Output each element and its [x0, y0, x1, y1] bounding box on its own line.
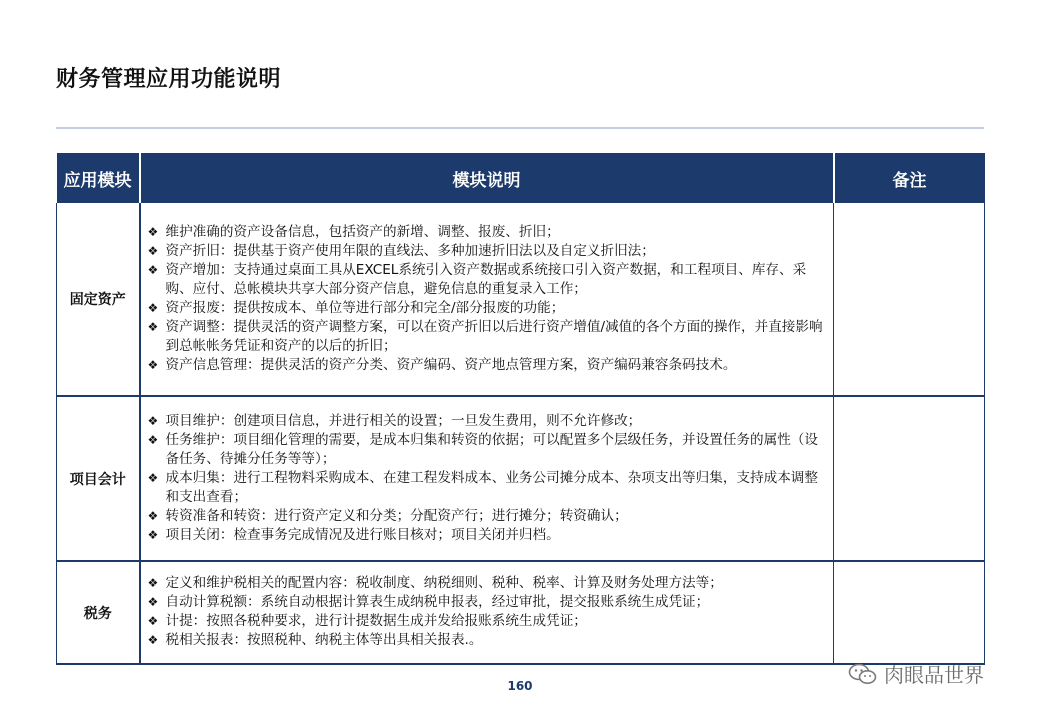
- list-item: ❖ 自动计算税额：系统自动根据计算表生成纳税申报表，经过审批，提交报账系统生成凭证；: [148, 593, 832, 612]
- module-description: [140, 203, 834, 396]
- function-table: [56, 153, 985, 665]
- module-description: [140, 396, 834, 561]
- wechat-icon: [848, 662, 878, 686]
- page-title: 财务管理应用功能说明: [56, 67, 282, 92]
- list-item: ❖ 成本归集：进行工程物料采购成本、在建工程发料成本、业务公司摊分成本、杂项支出等归集，支持成本调整和支出查看；: [148, 469, 832, 507]
- list-item: ❖ 资产折旧：提供基于资产使用年限的直线法、多种加速折旧法以及自定义折旧法；: [148, 242, 832, 261]
- table-header-row: [57, 153, 985, 203]
- list-item: ❖ 资产报废：提供按成本、单位等进行部分和完全/部分报废的功能；: [148, 299, 832, 318]
- header-module: 应用模块: [57, 153, 140, 203]
- list-item: ❖ 转资准备和转资：进行资产定义和分类；分配资产行；进行摊分；转资确认；: [148, 507, 832, 526]
- table-row: [57, 396, 985, 561]
- table-row: [57, 203, 985, 396]
- title-divider: [56, 127, 984, 129]
- module-remark: [834, 561, 985, 664]
- module-name: 项目会计: [57, 396, 140, 561]
- module-name: 固定资产: [57, 203, 140, 396]
- list-item: ❖ 维护准确的资产设备信息，包括资产的新增、调整、报废、折旧；: [148, 223, 832, 242]
- list-item: ❖ 资产信息管理：提供灵活的资产分类、资产编码、资产地点管理方案，资产编码兼容条码技术。: [148, 356, 832, 375]
- header-description: 模块说明: [140, 153, 834, 203]
- module-remark: [834, 203, 985, 396]
- list-item: ❖ 任务维护：项目细化管理的需要，是成本归集和转资的依据；可以配置多个层级任务，并设置任务的属性（设备任务、待摊分任务等等）；: [148, 431, 832, 469]
- page-number: 160: [507, 679, 533, 693]
- list-item: ❖ 项目关闭：检查事务完成情况及进行账目核对；项目关闭并归档。: [148, 526, 832, 545]
- bullet-list: [148, 574, 832, 650]
- watermark-text: 肉眼品世界: [884, 663, 984, 687]
- table-row: [57, 561, 985, 664]
- bullet-list: [148, 223, 832, 375]
- module-name: 税务: [57, 561, 140, 664]
- header-remark: 备注: [834, 153, 985, 203]
- module-description: [140, 561, 834, 664]
- watermark: [848, 659, 984, 688]
- list-item: ❖ 资产增加：支持通过桌面工具从EXCEL系统引入资产数据或系统接口引入资产数据，和工程项目、库存、采购、应付、总帐模块共享大部分资产信息，避免信息的重复录入工作；: [148, 261, 832, 299]
- list-item: ❖ 税相关报表：按照税种、纳税主体等出具相关报表.。: [148, 631, 832, 650]
- list-item: ❖ 定义和维护税相关的配置内容：税收制度、纳税细则、税种、税率、计算及财务处理方法等；: [148, 574, 832, 593]
- list-item: ❖ 项目维护：创建项目信息，并进行相关的设置；一旦发生费用，则不允许修改；: [148, 412, 832, 431]
- module-remark: [834, 396, 985, 561]
- list-item: ❖ 计提：按照各税种要求，进行计提数据生成并发给报账系统生成凭证；: [148, 612, 832, 631]
- list-item: ❖ 资产调整：提供灵活的资产调整方案，可以在资产折旧以后进行资产增值/减值的各个方面的操作，并直接影响到总帐帐务凭证和资产的以后的折旧；: [148, 318, 832, 356]
- bullet-list: [148, 412, 832, 545]
